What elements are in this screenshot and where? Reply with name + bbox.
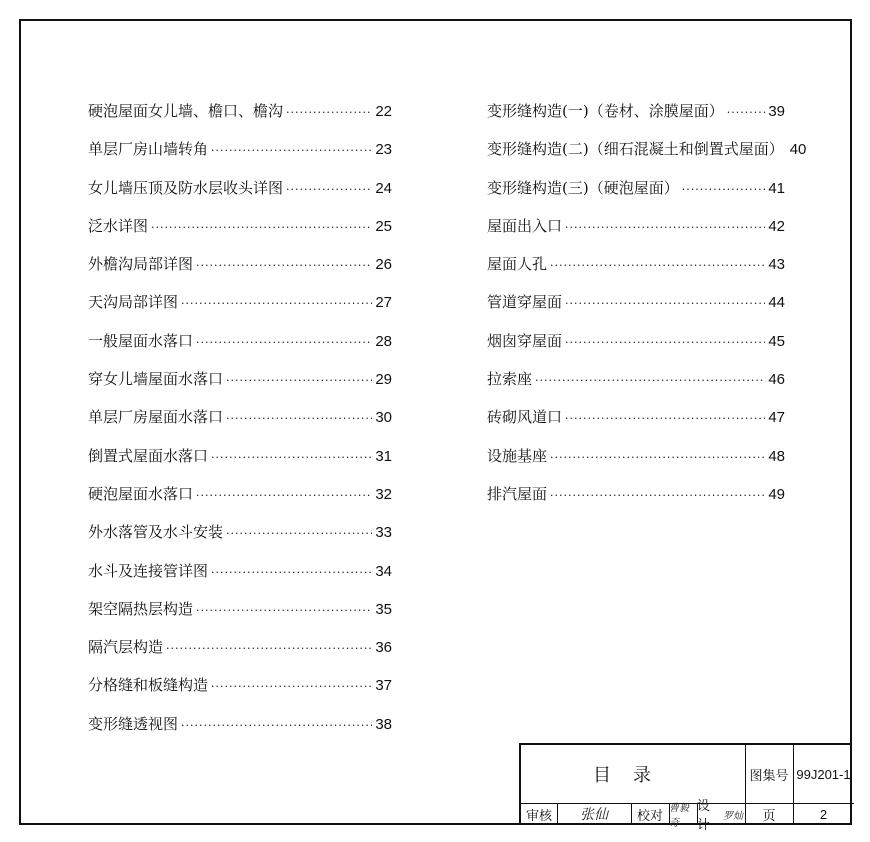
toc-right-column bbox=[487, 100, 807, 521]
toc-entry-page: 38 bbox=[375, 715, 392, 733]
drawing-title: 目录 bbox=[593, 765, 673, 786]
toc-entry bbox=[487, 330, 785, 368]
toc-entry-page: 22 bbox=[375, 103, 392, 120]
toc-entry-title: 外水落管及水斗安装 bbox=[88, 523, 224, 542]
review-signature: 张仙 bbox=[580, 807, 608, 823]
toc-entry bbox=[487, 253, 785, 291]
toc-entry-page: 25 bbox=[375, 217, 392, 235]
check-signature: 曹毅奇 bbox=[669, 803, 689, 829]
toc-entry-page: 45 bbox=[768, 332, 785, 350]
toc-entry-title: 隔汽层构造 bbox=[88, 638, 164, 657]
toc-leader-dots bbox=[286, 179, 372, 201]
toc-entry-page: 29 bbox=[375, 371, 392, 389]
toc-entry-title: 分格缝和板缝构造 bbox=[88, 676, 209, 695]
toc-entry-title: 拉索座 bbox=[487, 370, 533, 389]
toc-entry bbox=[88, 177, 392, 215]
toc-entry-title: 变形缝构造(二)（细石混凝土和倒置式屋面） bbox=[487, 140, 784, 159]
design-label: 设计 bbox=[697, 799, 711, 833]
toc-leader-dots bbox=[550, 447, 765, 469]
toc-leader-dots bbox=[565, 217, 765, 239]
toc-leader-dots bbox=[550, 255, 765, 277]
toc-entry-title: 变形缝构造(三)（硬泡屋面） bbox=[487, 178, 679, 197]
toc-leader-dots bbox=[196, 255, 372, 277]
title-block bbox=[519, 743, 852, 833]
toc-entry-title: 排汽屋面 bbox=[487, 484, 548, 503]
toc-leader-dots bbox=[226, 370, 372, 392]
toc-leader-dots bbox=[211, 676, 372, 698]
toc-leader-dots bbox=[196, 485, 372, 507]
toc-entry bbox=[88, 521, 392, 559]
toc-entry bbox=[88, 445, 392, 483]
toc-leader-dots bbox=[211, 447, 372, 469]
toc-entry bbox=[487, 483, 785, 521]
toc-entry-page: 44 bbox=[768, 294, 785, 312]
toc-entry bbox=[88, 330, 392, 368]
toc-entry-page: 28 bbox=[375, 332, 392, 350]
toc-entry-title: 天沟局部详图 bbox=[88, 293, 179, 312]
toc-entry-title: 女儿墙压顶及防水层收头详图 bbox=[88, 178, 284, 197]
atlas-number-value: 99J201-1 bbox=[796, 766, 851, 782]
toc-entry bbox=[487, 291, 785, 329]
toc-entry-page: 24 bbox=[375, 179, 392, 197]
toc-entry bbox=[487, 445, 785, 483]
toc-entry-page: 43 bbox=[768, 256, 785, 274]
page-number: 2 bbox=[819, 806, 828, 822]
toc-entry-title: 变形缝构造(一)（卷材、涂膜屋面） bbox=[487, 102, 724, 120]
toc-entry bbox=[88, 674, 392, 712]
toc-entry bbox=[88, 368, 392, 406]
toc-entry-page: 39 bbox=[768, 103, 785, 120]
toc-entry-title: 外檐沟局部详图 bbox=[88, 255, 194, 274]
toc-entry bbox=[487, 138, 807, 176]
toc-entry-title: 硬泡屋面女儿墙、檐口、檐沟 bbox=[88, 102, 284, 120]
toc-entry-title: 单层厂房山墙转角 bbox=[88, 140, 209, 159]
toc-entry-page: 35 bbox=[375, 600, 392, 618]
toc-entry-title: 砖砌风道口 bbox=[487, 408, 563, 427]
toc-entry-title: 屋面出入口 bbox=[487, 216, 563, 235]
toc-leader-dots bbox=[565, 293, 765, 315]
toc-leader-dots bbox=[226, 408, 372, 430]
toc-entry-page: 27 bbox=[375, 294, 392, 312]
toc-entry bbox=[88, 253, 392, 291]
toc-entry-title: 水斗及连接管详图 bbox=[88, 561, 209, 580]
toc-entry bbox=[88, 138, 392, 176]
toc-entry-page: 47 bbox=[768, 409, 785, 427]
toc-leader-dots bbox=[181, 715, 372, 737]
toc-entry bbox=[88, 598, 392, 636]
toc-entry bbox=[88, 560, 392, 598]
toc-entry bbox=[487, 177, 785, 215]
toc-leader-dots bbox=[181, 293, 372, 315]
toc-leader-dots bbox=[196, 332, 372, 354]
toc-entry-title: 硬泡屋面水落口 bbox=[88, 484, 194, 503]
toc-entry-title: 一般屋面水落口 bbox=[88, 331, 194, 350]
toc-entry-page: 23 bbox=[375, 141, 392, 159]
toc-entry-title: 单层厂房屋面水落口 bbox=[88, 408, 224, 427]
toc-leader-dots bbox=[226, 523, 372, 545]
toc-entry-page: 40 bbox=[789, 141, 807, 159]
toc-entry bbox=[88, 100, 392, 138]
toc-leader-dots bbox=[550, 485, 765, 507]
toc-entry bbox=[487, 406, 785, 444]
toc-entry bbox=[487, 215, 785, 253]
toc-leader-dots bbox=[727, 102, 766, 124]
toc-entry-page: 26 bbox=[375, 256, 392, 274]
toc-leader-dots bbox=[211, 562, 372, 584]
toc-entry-page: 30 bbox=[375, 409, 392, 427]
toc-entry-page: 34 bbox=[375, 562, 392, 580]
toc-entry bbox=[88, 713, 392, 751]
toc-entry bbox=[88, 406, 392, 444]
atlas-number-label: 图集号 bbox=[749, 768, 789, 784]
toc-entry-title: 穿女儿墙屋面水落口 bbox=[88, 370, 224, 389]
design-signature: 罗灿 bbox=[723, 810, 743, 822]
toc-entry-page: 48 bbox=[768, 447, 785, 465]
toc-leader-dots bbox=[211, 140, 372, 162]
toc-entry-page: 41 bbox=[768, 179, 785, 197]
toc-entry-page: 46 bbox=[768, 371, 785, 389]
toc-entry-page: 37 bbox=[375, 677, 392, 695]
toc-leader-dots bbox=[535, 370, 765, 392]
toc-leader-dots bbox=[286, 102, 372, 124]
toc-leader-dots bbox=[565, 408, 765, 430]
toc-entry bbox=[88, 291, 392, 329]
toc-entry-page: 49 bbox=[768, 485, 785, 503]
check-label: 校对 bbox=[636, 808, 663, 824]
toc-leader-dots bbox=[682, 179, 766, 201]
toc-entry-title: 烟囱穿屋面 bbox=[487, 331, 563, 350]
toc-entry-title: 变形缝透视图 bbox=[88, 714, 179, 733]
toc-entry bbox=[88, 636, 392, 674]
toc-leader-dots bbox=[151, 217, 372, 239]
toc-entry-page: 31 bbox=[375, 447, 392, 465]
toc-left-column bbox=[88, 100, 392, 751]
toc-entry-page: 36 bbox=[375, 639, 392, 657]
toc-entry-title: 倒置式屋面水落口 bbox=[88, 446, 209, 465]
toc-entry bbox=[487, 368, 785, 406]
toc-entry-title: 设施基座 bbox=[487, 446, 548, 465]
toc-leader-dots bbox=[565, 332, 765, 354]
toc-leader-dots bbox=[196, 600, 372, 622]
toc-entry-page: 42 bbox=[768, 217, 785, 235]
toc-entry-title: 架空隔热层构造 bbox=[88, 599, 194, 618]
toc-entry-title: 泛水详图 bbox=[88, 216, 149, 235]
toc-entry-title: 管道穿屋面 bbox=[487, 293, 563, 312]
toc-entry-page: 33 bbox=[375, 524, 392, 542]
toc-entry-page: 32 bbox=[375, 485, 392, 503]
toc-entry bbox=[487, 100, 785, 138]
toc-entry bbox=[88, 483, 392, 521]
review-label: 审核 bbox=[525, 808, 552, 824]
toc-leader-dots bbox=[166, 638, 372, 660]
toc-entry bbox=[88, 215, 392, 253]
page-label: 页 bbox=[762, 808, 776, 824]
toc-entry-title: 屋面人孔 bbox=[487, 255, 548, 274]
